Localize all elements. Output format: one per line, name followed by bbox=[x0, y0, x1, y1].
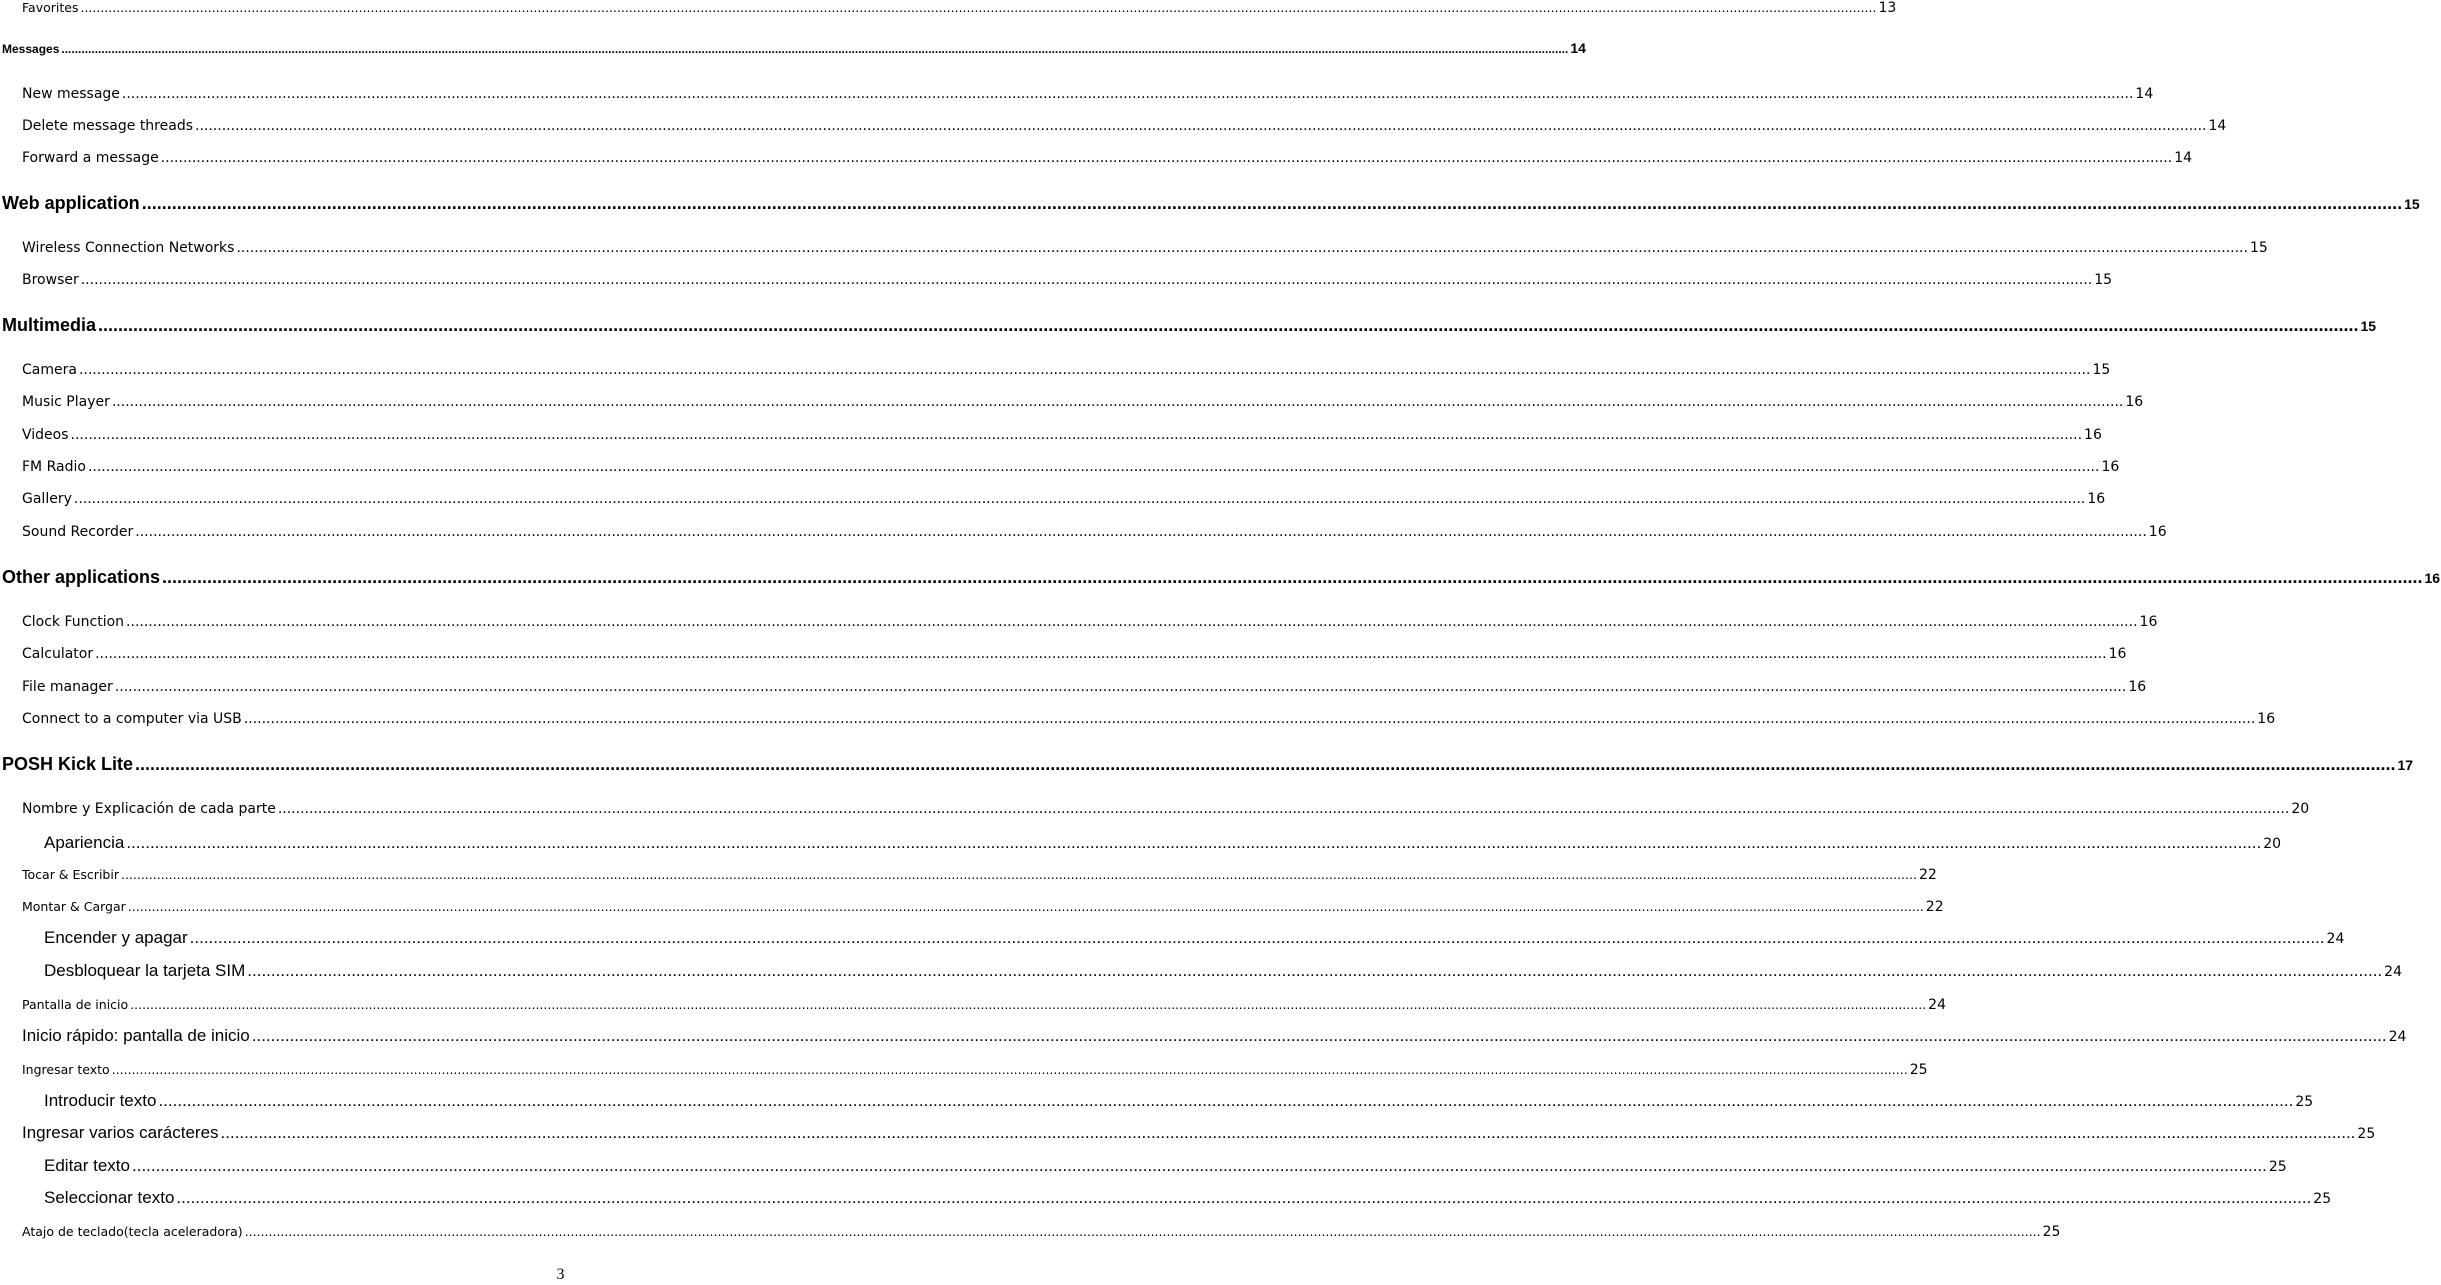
toc-entry[interactable] bbox=[0, 567, 2441, 588]
toc-entry-page: 16 bbox=[2084, 427, 2102, 443]
toc-entry-page: 14 bbox=[2174, 150, 2193, 166]
toc-leader-dots bbox=[247, 961, 2382, 981]
toc-entry-title: Nombre y Explicación de cada parte bbox=[22, 801, 276, 817]
toc-leader-dots bbox=[252, 1026, 2387, 1046]
toc-entry-page: 25 bbox=[2295, 1094, 2314, 1110]
toc-entry-page: 25 bbox=[2268, 1159, 2287, 1175]
toc-entry[interactable] bbox=[0, 1224, 2061, 1240]
toc-entry-page: 16 bbox=[2101, 459, 2120, 475]
toc-leader-dots bbox=[244, 711, 2256, 727]
toc-entry[interactable] bbox=[0, 0, 1897, 16]
toc-leader-dots bbox=[115, 679, 2127, 695]
toc-leader-dots bbox=[121, 867, 1917, 882]
toc-entry-page: 15 bbox=[2092, 362, 2111, 378]
toc-entry-page: 15 bbox=[2249, 240, 2268, 256]
toc-leader-dots bbox=[112, 394, 2124, 410]
toc-entry-title: Editar texto bbox=[44, 1156, 130, 1175]
toc-entry-page: 25 bbox=[1909, 1062, 1928, 1078]
toc-entry[interactable] bbox=[0, 754, 2414, 775]
page-number: 3 bbox=[556, 1266, 565, 1283]
toc-entry[interactable] bbox=[0, 86, 2154, 102]
toc-entry-page: 24 bbox=[1928, 997, 1946, 1013]
toc-entry-page: 16 bbox=[2128, 679, 2147, 695]
toc-leader-dots bbox=[142, 193, 2402, 214]
toc-entry[interactable] bbox=[0, 679, 2147, 695]
toc-entry[interactable] bbox=[0, 801, 2310, 817]
toc-entry-title: POSH Kick Lite bbox=[2, 754, 134, 774]
toc-entry[interactable] bbox=[0, 646, 2127, 662]
toc-entry[interactable] bbox=[0, 1188, 2332, 1208]
toc-leader-dots bbox=[61, 42, 1568, 56]
toc-leader-dots bbox=[128, 899, 1924, 914]
toc-entry-title: Messages bbox=[2, 42, 60, 56]
toc-entry[interactable] bbox=[0, 1156, 2287, 1176]
toc-entry-title: Inicio rápido: pantalla de inicio bbox=[22, 1026, 250, 1045]
toc-leader-dots bbox=[71, 427, 2083, 443]
toc-entry[interactable] bbox=[0, 928, 2345, 948]
toc-entry[interactable] bbox=[0, 833, 2282, 853]
toc-entry-title: Favorites bbox=[22, 0, 79, 15]
toc-entry-page: 22 bbox=[1918, 867, 1937, 883]
toc-leader-dots bbox=[158, 1091, 2293, 1111]
toc-entry-page: 16 bbox=[2139, 614, 2158, 630]
toc-leader-dots bbox=[161, 150, 2173, 166]
toc-entry-title: Multimedia bbox=[2, 315, 97, 335]
toc-entry-title: New message bbox=[22, 86, 120, 102]
toc-entry[interactable] bbox=[0, 491, 2106, 507]
toc-entry[interactable] bbox=[0, 1062, 1928, 1078]
toc-entry-title: Web application bbox=[2, 193, 140, 213]
toc-entry-title: Pantalla de inicio bbox=[22, 997, 129, 1012]
toc-entry-title: Sound Recorder bbox=[22, 524, 134, 540]
toc-entry-page: 20 bbox=[2263, 836, 2282, 852]
toc-entry-page: 14 bbox=[2208, 118, 2227, 134]
toc-entry-page: 17 bbox=[2397, 757, 2414, 773]
toc-entry-title: Tocar & Escribir bbox=[22, 867, 119, 882]
toc-leader-dots bbox=[79, 362, 2091, 378]
toc-entry[interactable] bbox=[0, 711, 2276, 727]
toc-entry[interactable] bbox=[0, 315, 2377, 336]
toc-entry[interactable] bbox=[0, 1026, 2407, 1046]
toc-entry[interactable] bbox=[0, 193, 2420, 214]
toc-leader-dots bbox=[126, 614, 2138, 630]
toc-entry-page: 14 bbox=[2135, 86, 2154, 102]
toc-entry[interactable] bbox=[0, 427, 2102, 443]
toc-entry-page: 25 bbox=[2357, 1126, 2376, 1142]
toc-leader-dots bbox=[130, 997, 1926, 1012]
toc-entry-title: Forward a message bbox=[22, 150, 159, 166]
toc-entry-title: Music Player bbox=[22, 394, 110, 410]
toc-leader-dots bbox=[190, 928, 2325, 948]
toc-entry-title: Videos bbox=[22, 427, 69, 443]
toc-leader-dots bbox=[74, 491, 2086, 507]
toc-entry[interactable] bbox=[0, 362, 2111, 378]
toc-leader-dots bbox=[122, 86, 2134, 102]
toc-entry[interactable] bbox=[0, 1123, 2376, 1143]
toc-entry-page: 16 bbox=[2108, 646, 2127, 662]
toc-leader-dots bbox=[126, 833, 2261, 853]
toc-leader-dots bbox=[80, 0, 1876, 15]
toc-entry-page: 24 bbox=[2388, 1029, 2407, 1045]
toc-leader-dots bbox=[98, 315, 2358, 336]
toc-entry[interactable] bbox=[0, 899, 1944, 915]
toc-leader-dots bbox=[81, 272, 2093, 288]
toc-leader-dots bbox=[112, 1062, 1908, 1077]
toc-entry-page: 20 bbox=[2291, 801, 2310, 817]
toc-entry-page: 16 bbox=[2087, 491, 2106, 507]
toc-entry-page: 22 bbox=[1925, 899, 1944, 915]
toc-entry[interactable] bbox=[0, 459, 2120, 475]
toc-entry[interactable] bbox=[0, 118, 2227, 134]
toc-entry-title: Calculator bbox=[22, 646, 94, 662]
toc-leader-dots bbox=[135, 524, 2147, 540]
toc-entry-title: Introducir texto bbox=[44, 1091, 157, 1110]
toc-leader-dots bbox=[135, 754, 2395, 775]
toc-entry-title: Atajo de teclado(tecla aceleradora) bbox=[22, 1224, 243, 1239]
toc-entry-title: Ingresar varios carácteres bbox=[22, 1123, 219, 1142]
toc-entry[interactable] bbox=[0, 272, 2113, 288]
toc-entry-title: Delete message threads bbox=[22, 118, 194, 134]
toc-leader-dots bbox=[278, 801, 2290, 817]
toc-leader-dots bbox=[236, 240, 2248, 256]
toc-entry[interactable] bbox=[0, 150, 2193, 166]
toc-entry-title: Camera bbox=[22, 362, 77, 378]
toc-entry-title: Clock Function bbox=[22, 614, 125, 630]
toc-entry[interactable] bbox=[0, 997, 1946, 1013]
toc-entry-title: Apariencia bbox=[44, 833, 125, 852]
toc-entry-title: Montar & Cargar bbox=[22, 899, 126, 914]
toc-entry-title: File manager bbox=[22, 679, 113, 695]
toc-entry-page: 14 bbox=[1570, 40, 1586, 56]
toc-entry-title: Gallery bbox=[22, 491, 72, 507]
toc-entry[interactable] bbox=[0, 394, 2144, 410]
toc-entry-title: Ingresar texto bbox=[22, 1062, 110, 1077]
toc-entry-page: 25 bbox=[2313, 1191, 2332, 1207]
toc-leader-dots bbox=[162, 567, 2422, 588]
toc-entry[interactable] bbox=[0, 867, 1937, 883]
toc-entry-page: 13 bbox=[1878, 0, 1897, 16]
toc-entry-page: 25 bbox=[2042, 1224, 2061, 1240]
toc-entry-page: 24 bbox=[2326, 931, 2345, 947]
toc-entry[interactable] bbox=[0, 40, 1586, 56]
toc-entry-title: Wireless Connection Networks bbox=[22, 240, 235, 256]
toc-entry-page: 16 bbox=[2148, 524, 2167, 540]
toc-entry[interactable] bbox=[0, 524, 2167, 540]
toc-leader-dots bbox=[195, 118, 2207, 134]
toc-entry-title: FM Radio bbox=[22, 459, 86, 475]
toc-leader-dots bbox=[245, 1224, 2041, 1239]
toc-entry-page: 16 bbox=[2257, 711, 2276, 727]
toc-entry[interactable] bbox=[0, 614, 2158, 630]
toc-entry-title: Other applications bbox=[2, 567, 161, 587]
toc-leader-dots bbox=[95, 646, 2107, 662]
toc-entry-page: 15 bbox=[2360, 318, 2377, 334]
toc-entry[interactable] bbox=[0, 1091, 2314, 1111]
toc-entry-title: Seleccionar texto bbox=[44, 1188, 175, 1207]
toc-entry-page: 15 bbox=[2404, 196, 2420, 212]
toc-entry-page: 16 bbox=[2424, 570, 2441, 586]
toc-entry-title: Browser bbox=[22, 272, 79, 288]
toc-entry-page: 15 bbox=[2094, 272, 2113, 288]
toc-leader-dots bbox=[176, 1188, 2311, 1208]
toc-entry-title: Desbloquear la tarjeta SIM bbox=[44, 961, 246, 980]
toc-entry-page: 16 bbox=[2125, 394, 2144, 410]
toc-leader-dots bbox=[88, 459, 2100, 475]
toc-entry-title: Connect to a computer via USB bbox=[22, 711, 242, 727]
toc-entry[interactable] bbox=[0, 961, 2402, 981]
toc-leader-dots bbox=[132, 1156, 2267, 1176]
toc-entry-title: Encender y apagar bbox=[44, 928, 188, 947]
toc-leader-dots bbox=[221, 1123, 2356, 1143]
toc-entry[interactable] bbox=[0, 240, 2268, 256]
toc-entry-page: 24 bbox=[2384, 964, 2402, 980]
